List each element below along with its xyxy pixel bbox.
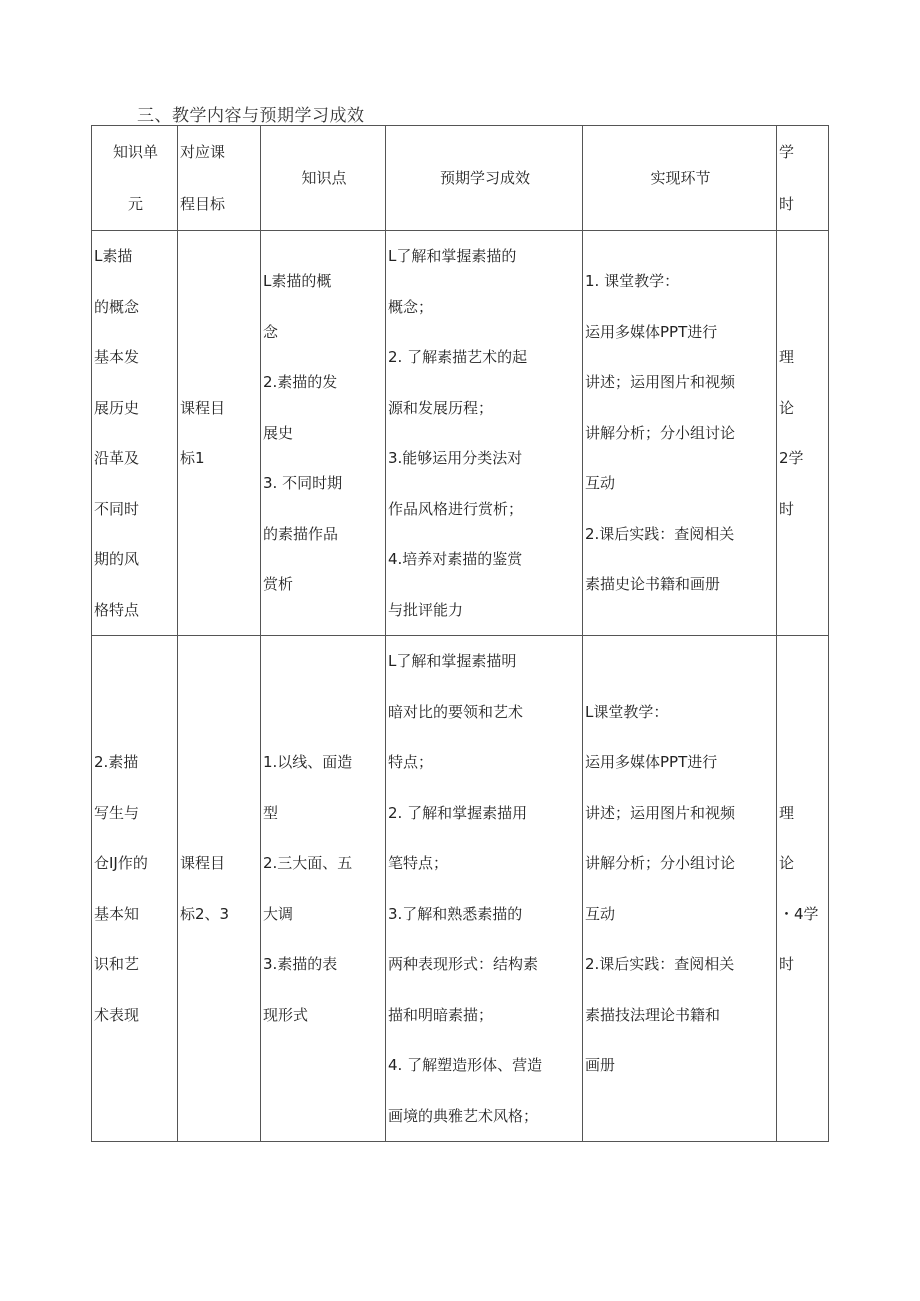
header-target	[178, 126, 261, 231]
cell-line: 预期学习成效	[439, 169, 530, 187]
cell-line: 现形式	[263, 1005, 309, 1024]
cell-line: 两种表现形式：结构素	[388, 955, 539, 973]
table-row	[92, 636, 829, 1142]
cell-line: 4.培养对素描的鉴赏	[388, 550, 523, 568]
cell-line: 术表现	[94, 1005, 140, 1024]
cell-unit	[92, 231, 178, 636]
cell-line: 2. 了解和掌握素描用	[388, 803, 528, 822]
cell-line: L了解和掌握素描的	[388, 247, 517, 265]
cell-line: 学	[779, 143, 795, 161]
cell-line: 作品风格进行赏析；	[388, 499, 524, 518]
table-row	[92, 231, 829, 636]
cell-points-lines	[261, 737, 385, 1040]
cell-line: 3.素描的表	[263, 955, 338, 973]
header-target-lines	[178, 126, 260, 230]
cell-outcomes	[386, 231, 583, 636]
header-hours	[777, 126, 829, 231]
cell-line: 素描技法理论书籍和	[585, 1005, 721, 1024]
teaching-content-table	[91, 125, 829, 1142]
cell-line: 展历史	[94, 398, 140, 417]
cell-points	[261, 231, 386, 636]
cell-line: 对应课	[180, 143, 226, 161]
cell-target	[178, 231, 261, 636]
cell-process-lines	[583, 687, 776, 1091]
cell-line: 论	[779, 398, 795, 417]
cell-line: 时	[779, 499, 795, 518]
header-unit-lines	[92, 126, 177, 230]
cell-line: ・4学	[779, 904, 819, 923]
cell-line: 2学	[779, 449, 804, 467]
cell-line: 识和艺	[94, 955, 140, 973]
header-points-lines	[261, 152, 385, 204]
cell-line: 课程目	[180, 398, 226, 417]
cell-line: 画册	[585, 1056, 616, 1074]
cell-unit-lines	[92, 737, 177, 1040]
cell-outcomes-lines	[386, 636, 582, 1141]
cell-line: L课堂教学：	[585, 702, 669, 721]
cell-points-lines	[261, 256, 385, 610]
cell-line: 讲解分析；分小组讨论	[585, 423, 736, 442]
cell-line: 理	[779, 348, 795, 366]
cell-line: L素描	[94, 247, 133, 265]
cell-line: 时	[779, 195, 795, 213]
cell-line: 理	[779, 803, 795, 822]
cell-line: 1.以线、面造	[263, 753, 353, 771]
cell-line: 1. 课堂教学：	[585, 272, 680, 291]
header-unit	[92, 126, 178, 231]
cell-line: 的概念	[94, 297, 140, 316]
cell-line: 画境的典雅艺术风格；	[388, 1106, 539, 1125]
cell-line: 讲述；运用图片和视频	[585, 803, 736, 822]
cell-hours-lines	[777, 788, 828, 990]
cell-line: 不同时	[94, 499, 140, 518]
cell-target	[178, 636, 261, 1142]
cell-line: 念	[263, 322, 279, 341]
cell-line: 标1	[180, 449, 205, 467]
cell-process	[583, 636, 777, 1142]
cell-unit	[92, 636, 178, 1142]
header-process-lines	[583, 152, 776, 204]
cell-line: 与批评能力	[388, 600, 464, 619]
cell-target-lines	[178, 383, 260, 484]
cell-line: 互动	[585, 474, 616, 493]
cell-line: 课程目	[180, 854, 226, 872]
cell-line: 2. 了解素描艺术的起	[388, 348, 528, 366]
cell-line: 知识点	[301, 169, 347, 187]
cell-line: 概念；	[388, 297, 434, 316]
cell-hours	[777, 231, 829, 636]
header-outcomes	[386, 126, 583, 231]
cell-outcomes	[386, 636, 583, 1142]
cell-line: 2.素描	[94, 753, 139, 771]
cell-line: 运用多媒体PPT进行	[585, 322, 718, 341]
cell-line: 特点；	[388, 753, 434, 771]
cell-line: 讲解分析；分小组讨论	[585, 854, 736, 872]
cell-outcomes-lines	[386, 231, 582, 635]
cell-line: 2.课后实践：查阅相关	[585, 524, 735, 543]
section-title: 三、教学内容与预期学习成效	[137, 106, 365, 126]
header-hours-lines	[777, 126, 828, 230]
cell-line: 2.三大面、五	[263, 854, 353, 872]
cell-unit-lines	[92, 231, 177, 635]
cell-line: 写生与	[94, 803, 140, 822]
cell-line: 仓IJ作的	[94, 854, 148, 872]
cell-line: 暗对比的要领和艺术	[388, 702, 524, 721]
cell-line: 元	[127, 195, 143, 213]
cell-line: 时	[779, 955, 795, 973]
table-header-row	[92, 126, 829, 231]
cell-line: L了解和掌握素描明	[388, 652, 517, 670]
cell-line: 讲述；运用图片和视频	[585, 373, 736, 392]
cell-line: 互动	[585, 904, 616, 923]
cell-line: 展史	[263, 423, 294, 442]
cell-line: 描和明暗素描；	[388, 1005, 494, 1024]
cell-process	[583, 231, 777, 636]
cell-line: 笔特点；	[388, 854, 449, 872]
cell-line: L素描的概	[263, 272, 332, 291]
cell-line: 基本知	[94, 904, 140, 923]
cell-line: 运用多媒体PPT进行	[585, 753, 718, 771]
cell-line: 知识单	[112, 143, 158, 161]
cell-points	[261, 636, 386, 1142]
header-process	[583, 126, 777, 231]
header-knowledge-points	[261, 126, 386, 231]
cell-line: 3. 不同时期	[263, 474, 343, 493]
cell-line: 素描史论书籍和画册	[585, 575, 721, 594]
cell-hours	[777, 636, 829, 1142]
cell-line: 3.能够运用分类法对	[388, 449, 523, 467]
cell-line: 源和发展历程；	[388, 398, 494, 417]
cell-line: 2.素描的发	[263, 373, 338, 392]
cell-line: 格特点	[94, 600, 140, 619]
cell-line: 期的风	[94, 550, 140, 568]
cell-target-lines	[178, 838, 260, 939]
header-outcomes-lines	[386, 152, 582, 204]
cell-line: 程目标	[180, 195, 226, 213]
cell-line: 型	[263, 803, 279, 822]
cell-process-lines	[583, 256, 776, 610]
cell-line: 3.了解和熟悉素描的	[388, 904, 523, 923]
cell-line: 基本发	[94, 348, 140, 366]
cell-line: 大调	[263, 904, 294, 923]
cell-line: 实现环节	[650, 169, 711, 187]
cell-hours-lines	[777, 332, 828, 534]
cell-line: 的素描作品	[263, 524, 339, 543]
cell-line: 沿革及	[94, 449, 140, 467]
cell-line: 论	[779, 854, 795, 872]
cell-line: 2.课后实践：查阅相关	[585, 955, 735, 973]
cell-line: 赏析	[263, 575, 294, 594]
cell-line: 标2、3	[180, 904, 230, 923]
cell-line: 4. 了解塑造形体、营造	[388, 1056, 543, 1074]
